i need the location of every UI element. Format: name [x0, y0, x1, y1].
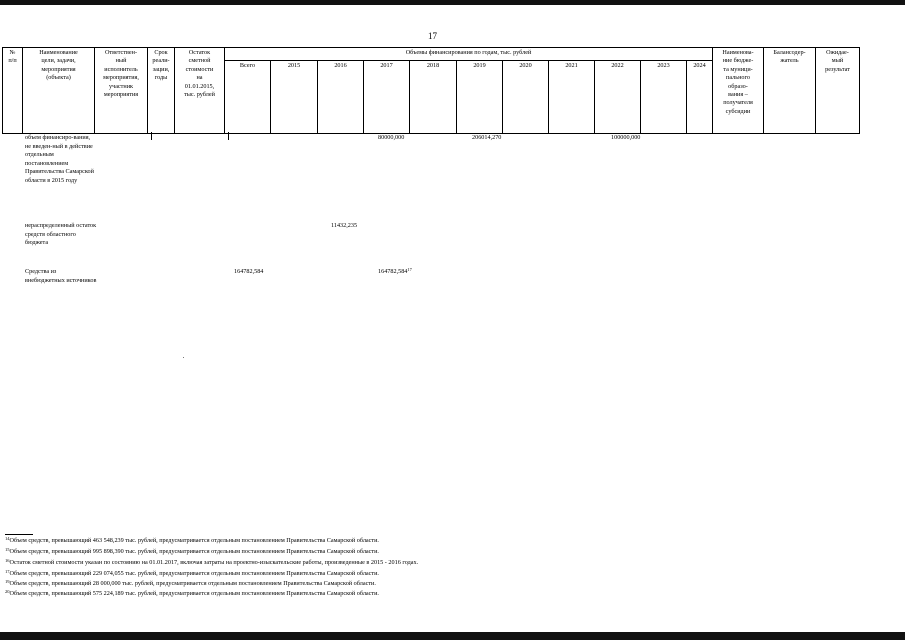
footnote: $^{17}$Объем средств, превышающий 229 074,055 тыс. рублей, предусматривается отдельным постановлением Правительства Самарской области. [5, 569, 379, 577]
header-budget: Наименова- ние бюдже- та муници- пального образо- вания – получателя субсидии [713, 48, 764, 134]
value-2019: 206014,270 [472, 134, 502, 141]
header-year: 2017 [364, 61, 410, 134]
header-term: Срок реали- зации, годы [148, 48, 175, 134]
header-remainder: Остаток сметной стоимости на 01.01.2015, тыс. рублей [175, 48, 225, 134]
header-holder: Балансодер- жатель [764, 48, 816, 134]
header-year: 2021 [549, 61, 595, 134]
footnote-separator [5, 534, 33, 535]
footnote: $^{19}$Объем средств, превышающий 28 000,000 тыс. рублей, предусматривается отдельным постановлением Правительства Самарской области. [5, 579, 376, 587]
column-divider [228, 132, 229, 140]
footnote: $^{14}$Объем средств, превышающий 463 548,239 тыс. рублей, предусматривается отдельным постановлением Правительства Самарской области. [5, 536, 379, 544]
header-year: 2022 [595, 61, 641, 134]
scan-speck [183, 357, 184, 358]
header-number: № п/п [3, 48, 23, 134]
header-year: 2015 [271, 61, 318, 134]
value-2016: 11432,235 [331, 222, 358, 229]
row-label: нераспределенный остаток средств областного бюджета [25, 222, 97, 247]
header-year: 2020 [503, 61, 549, 134]
header-responsible: Ответствен- ный исполнитель мероприятия, участник мероприятия [95, 48, 148, 134]
footnote: $^{20}$Объем средств, превышающий 575 224,189 тыс. рублей, предусматривается отдельным постановлением Правительства Самарской области. [5, 589, 379, 597]
top-scan-border [0, 0, 905, 5]
header-year: 2019 [457, 61, 503, 134]
header-year: 2023 [641, 61, 687, 134]
bottom-scan-border [0, 632, 905, 640]
page-number: 17 [428, 31, 437, 41]
value-2017: 80000,000 [378, 134, 405, 141]
value-2022: 100000,000 [611, 134, 641, 141]
row-label: Средства из внебюджетных источников [25, 268, 97, 284]
header-volumes: Объемы финансирования по годам, тыс. рублей [225, 48, 713, 61]
header-year: 2016 [318, 61, 364, 134]
column-divider [151, 132, 152, 140]
header-table [2, 47, 860, 134]
header-year: 2018 [410, 61, 457, 134]
header-result: Ожидае- мый результат [816, 48, 860, 134]
header-total: Всего [225, 61, 271, 134]
row-label: объем финансиро-вания, не введен-ный в действие отдельным постановлением Правительства Самарской области в 2015 году [25, 134, 94, 184]
header-year: 2024 [687, 61, 713, 134]
value-2017: 164782,584$^{17}$ [378, 267, 412, 275]
footnote-ref: 17 [407, 267, 412, 272]
footnote: $^{16}$Остаток сметной стоимости указан по состоянию на 01.01.2017, включая затраты на проектно-изыскательские работы, произведенные в 2015 - 2016 годах. [5, 558, 419, 566]
value-total: 164782,584 [234, 268, 264, 275]
footnote: $^{15}$Объем средств, превышающий 995 898,390 тыс. рублей, предусматривается отдельным постановлением Правительства Самарской области. [5, 547, 379, 555]
header-name: Наименование цели, задачи, мероприятия (объекта) [23, 48, 95, 134]
